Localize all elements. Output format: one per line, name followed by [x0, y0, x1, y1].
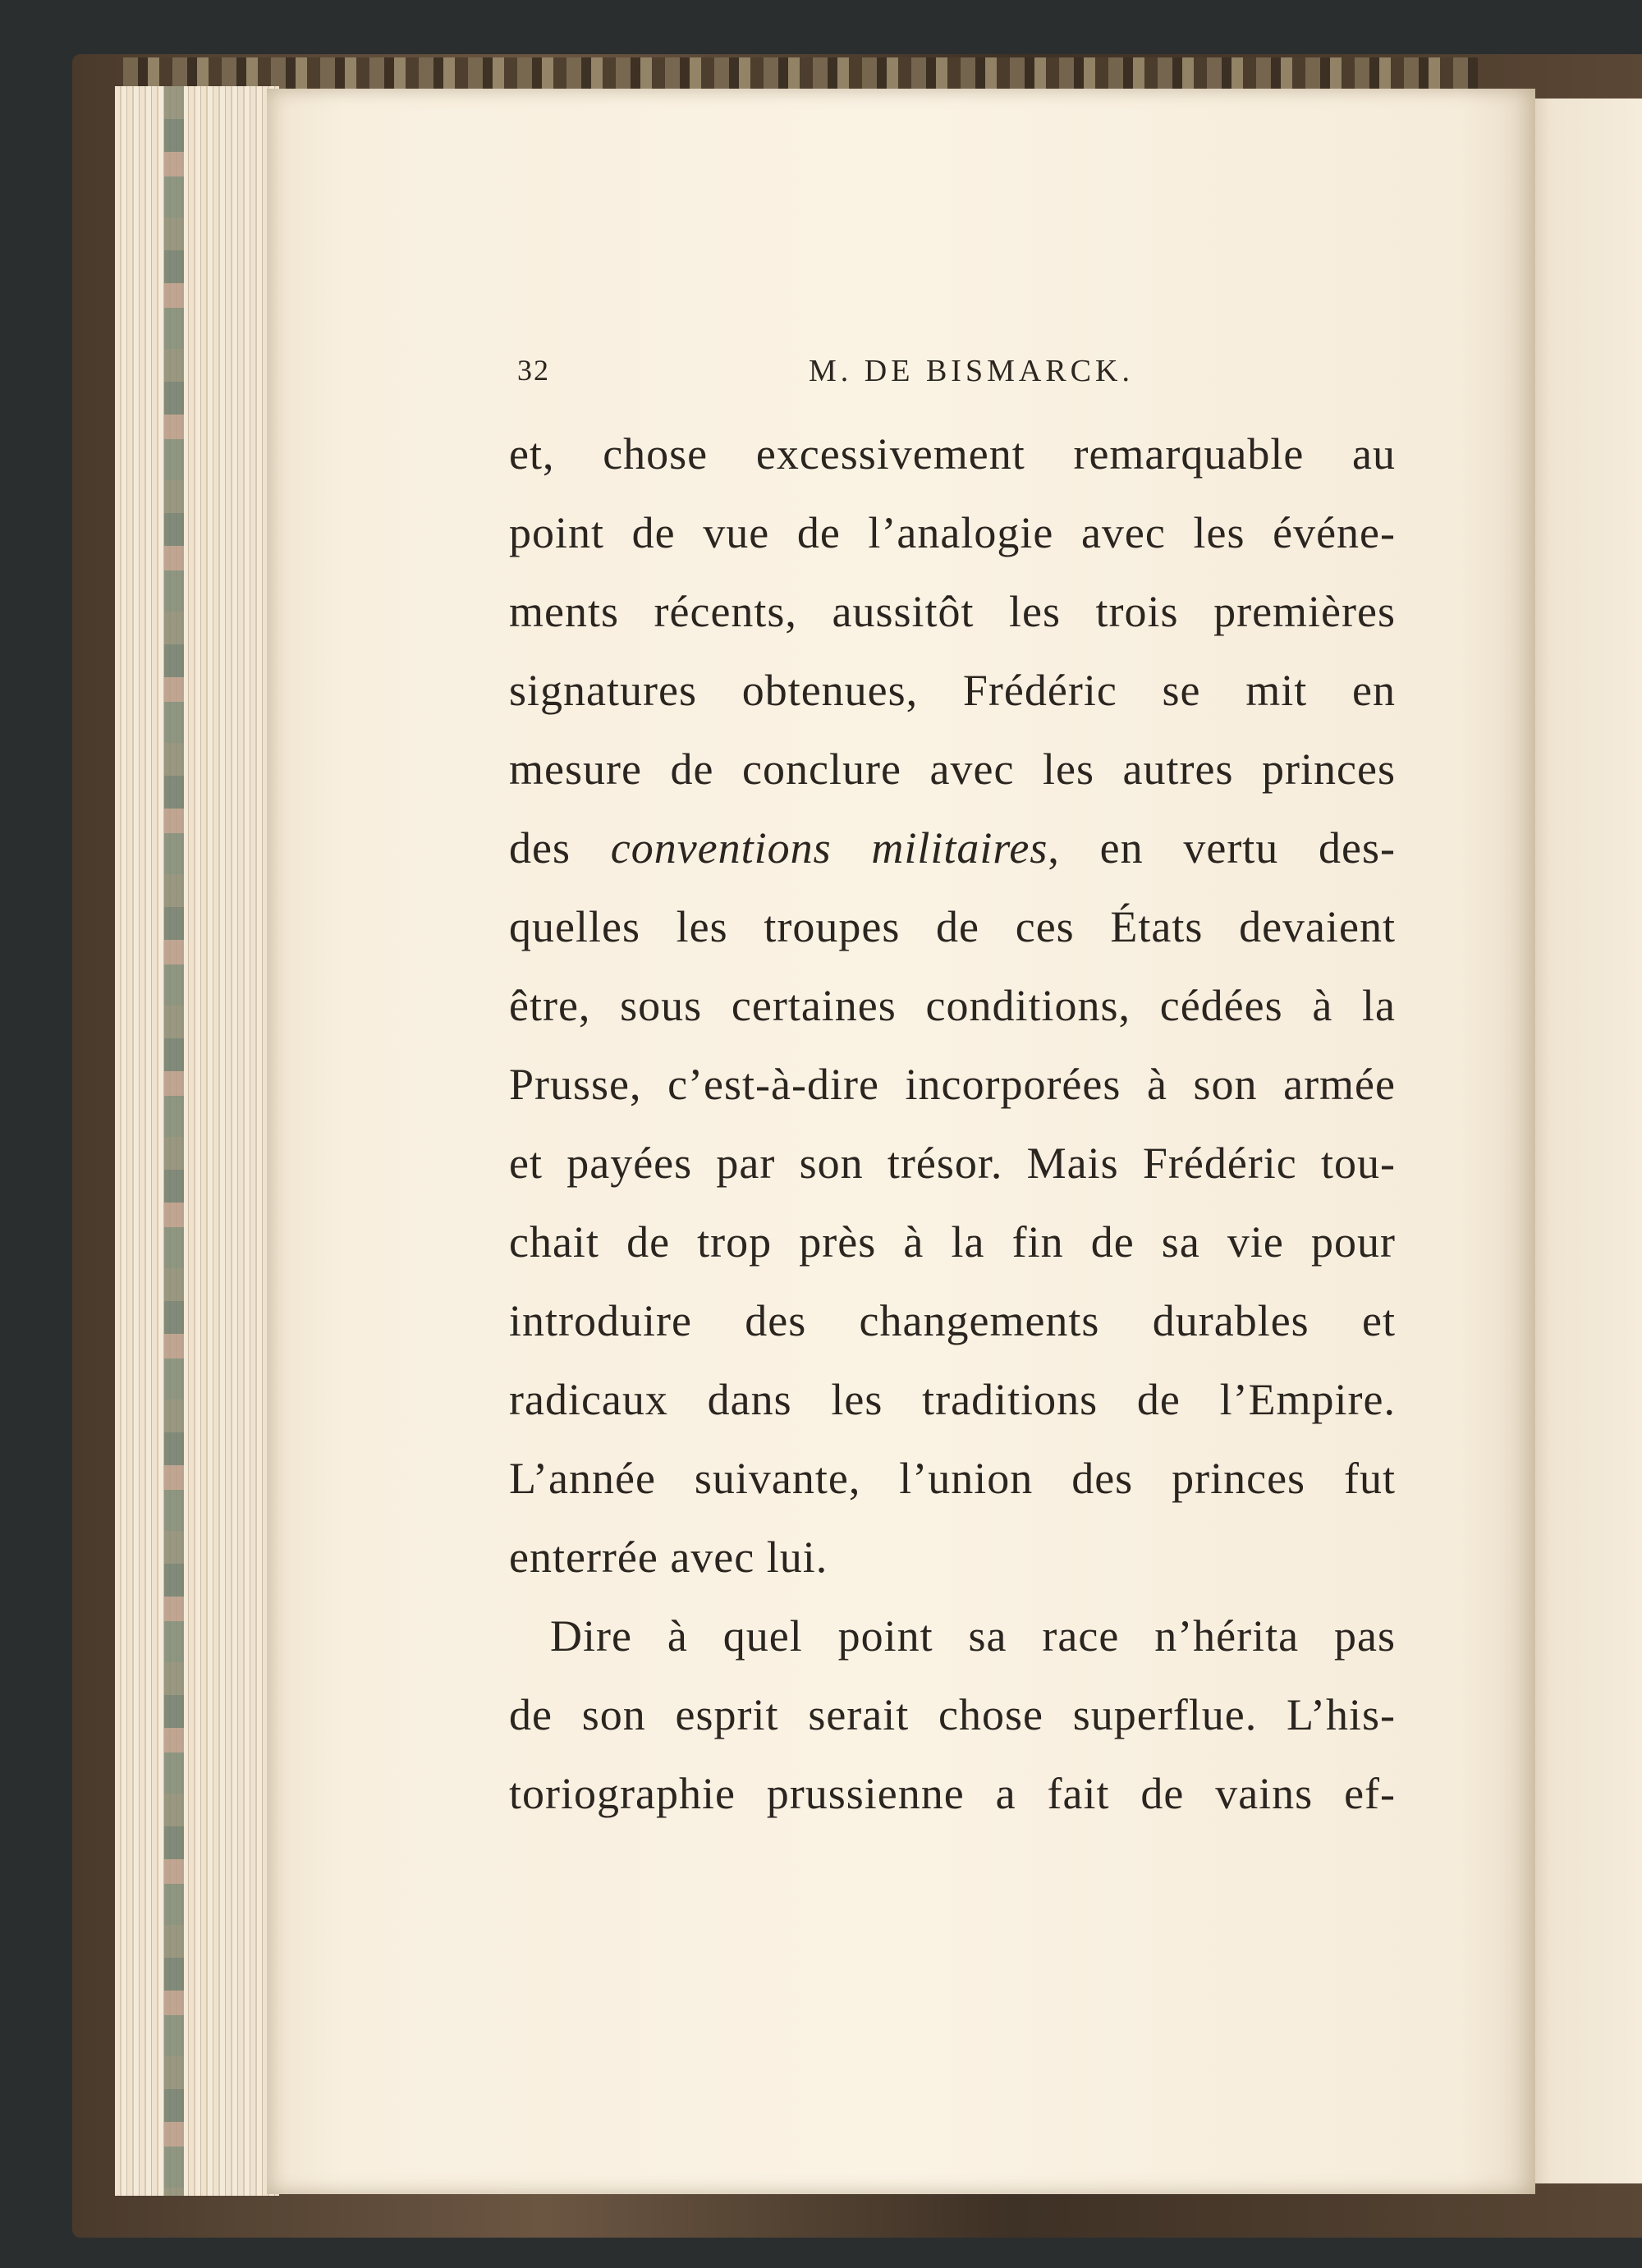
body-text — [509, 415, 1396, 1833]
page-number: 32 — [517, 354, 550, 387]
page-edges — [115, 86, 279, 2196]
text-line: mesure de conclure avec les autres princes — [509, 745, 1396, 794]
running-title: M. DE BISMARCK. — [809, 354, 1134, 388]
text-fragment: , en vertu des- — [1048, 823, 1397, 873]
text-line: point de vue de l’analogie avec les événe- — [509, 508, 1396, 557]
text-fragment: des — [509, 823, 571, 873]
italic-phrase: conventions militaires — [610, 823, 1048, 873]
text-line: et payées par son trésor. Mais Frédéric tou- — [509, 1139, 1396, 1188]
text-line: signatures obtenues, Frédéric se mit en — [509, 666, 1396, 715]
text-line: chait de trop près à la fin de sa vie pour — [509, 1217, 1396, 1267]
text-line: ments récents, aussitôt les trois premières — [509, 587, 1396, 636]
text-line: enterrée avec lui. — [509, 1533, 828, 1582]
text-line: Prusse, c’est-à-dire incorporées à son armée — [509, 1060, 1396, 1109]
text-line: Dire à quel point sa race n’hérita pas — [550, 1611, 1396, 1661]
page-header — [517, 353, 1387, 402]
text-line: et, chose excessivement remarquable au — [509, 429, 1396, 479]
text-line: L’année suivante, l’union des princes fut — [509, 1454, 1396, 1503]
text-line: toriographie prussienne a fait de vains ef- — [509, 1769, 1396, 1818]
facing-page-edge — [1527, 99, 1642, 2183]
text-line: radicaux dans les traditions de l’Empire. — [509, 1375, 1396, 1424]
text-line: être, sous certaines conditions, cédées à la — [509, 981, 1396, 1030]
text-line: introduire des changements durables et — [509, 1296, 1396, 1345]
text-line — [509, 809, 1396, 887]
text-line: de son esprit serait chose superflue. L’his- — [509, 1690, 1396, 1739]
text-line: quelles les troupes de ces États devaient — [509, 902, 1396, 951]
